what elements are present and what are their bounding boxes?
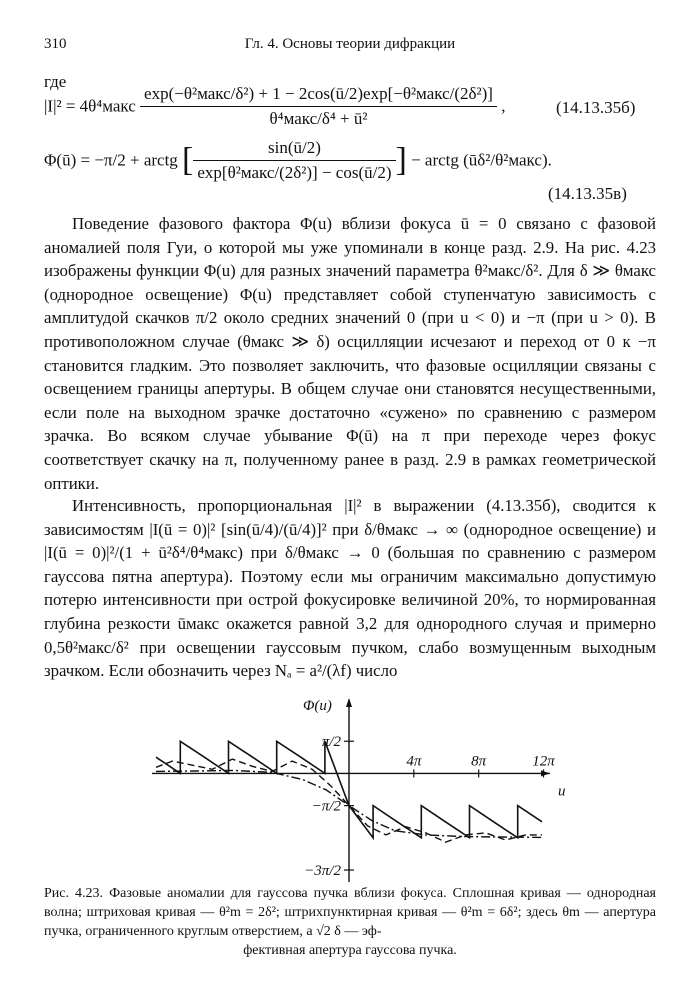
page-header [44, 36, 656, 56]
eq2-denominator: exp[θ²макс/(2δ²)] − cos(ū/2) [197, 163, 392, 182]
eq2-rhs: − arctg (ūδ²/θ²макс). [411, 150, 552, 170]
y-tick-label: −π/2 [311, 798, 341, 815]
y-tick-label: π/2 [321, 734, 341, 751]
eq2-numerator: sin(ū/2) [193, 138, 395, 161]
x-tick-label: 4π [406, 753, 422, 770]
y-axis-label: Φ(u) [303, 698, 332, 714]
eq2-number: (14.13.35в) [548, 184, 627, 203]
body-paragraph-1 [44, 212, 656, 495]
figure-4-23 [150, 692, 570, 884]
eq1-lhs: |I|² = 4θ⁴макс [44, 96, 136, 116]
x-tick-label: 12π [532, 753, 555, 770]
x-axis-label: u [558, 783, 566, 800]
y-tick-label: −3π/2 [304, 862, 341, 879]
figure-caption [44, 884, 656, 960]
x-tick-label: 8π [471, 753, 487, 770]
paragraph-text: Поведение фазового фактора Φ(u) вблизи фокуса ū = 0 связано с фазовой аномалией поля Гуи, о которой мы уже упоминали в конце разд. 2.9. На рис. 4.23 изображены функции Φ(u) для разных значений параметра θ²макс/δ². Для δ ≫ θмакс (однородное освещение) Φ(u) представляет собой ступенчатую зависимость с амплитудой скачков π/2 около средних значений 0 (при u < 0) и −π (при u > 0). В противоположном случае (θмакс ≫ δ) осцилляции исчезают и переход от 0 к −π становится гладким. Это позволяет заключить, что фазовые осцилляции связаны с освещением границы апертуры. В общем случае они становятся несущественными, если поле на выходном зрачке достаточно «сужено» по сравнению с размером зрачка. Во всяком случае убывание Φ(ū) на π при переходе через фокус соответствует скачку на π, полученному ранее в разд. 2.9 в рамках геометрической оптики. [44, 214, 656, 493]
equation-14-13-35b: |I|² = 4θ⁴макс $\frac{\text{exp(−θ²макс/δ²) + 1 − 2cos(ū/2)exp[−θ²макс/(2δ²)]}}{\text{θ⁴макс/δ⁴ + ū²}}$ , [44, 84, 506, 128]
eq1-fraction [140, 84, 497, 129]
running-head: Гл. 4. Основы теории дифракции [244, 36, 456, 52]
caption-line: Рис. 4.23. Фазовые аномалии для гауссова пучка вблизи фокуса. Сплошная кривая — однородная волна; штриховая кривая — θ²m = 2δ²; штрихпунктирная кривая — θ²m = 6δ²; здесь θm — апертура пучка, ограниченного круглым отверстием, а √2 δ — эф- [44, 886, 656, 939]
x-axis-arrow [541, 770, 550, 776]
eq1-denominator: θ⁴макс/δ⁴ + ū² [269, 109, 368, 128]
paragraph-text: Интенсивность, пропорциональная |I|² в выражении (4.13.35б), сводится к зависимостям |I(ū = 0)|² [sin(ū/4)/(ū/4)]² при δ/θмакс → ∞ (однородное освещение) и |I(ū = 0)|²/(1 + ū²δ⁴/θ⁴макс) при δ/θмакс → 0 (большая по сравнению с размером гауссова пятна апертура). Поэтому если мы ограничим максимально допустимую потерю интенсивности при острой фокусировке величиной 20%, то нормированная глубина резкости ūмакс окажется равной 3,2 для однородного случая и примерно 0,5θ²макс/δ² при освещении гауссовым пучком, слабо возмущенным выходным зрачком. Если обозначить через Nₐ = a²/(λf) число [44, 496, 656, 681]
eq2-fraction [193, 138, 395, 183]
caption-line-last: фективная апертура гауссова пучка. [243, 943, 457, 958]
y-axis-arrow [346, 698, 352, 707]
eq1-numerator: exp(−θ²макс/δ²) + 1 − 2cos(ū/2)exp[−θ²макс/(2δ²)] [140, 84, 497, 107]
eq1-number: (14.13.35б) [556, 98, 636, 117]
where-word: где [44, 72, 67, 91]
page-number: 310 [44, 36, 67, 52]
phase-anomaly-chart [150, 692, 570, 884]
equation-14-13-35v: Φ(ū) = −π/2 + arctg [ $\frac{\sin(ū/2)}{\text{exp[θ²макс/(2δ²)] − cos(ū/2)}}$ ] − arctg (ūδ²/θ²макс). [44, 138, 552, 182]
eq2-lhs: Φ(ū) = −π/2 + arctg [44, 150, 178, 170]
body-paragraph-2 [44, 494, 656, 683]
